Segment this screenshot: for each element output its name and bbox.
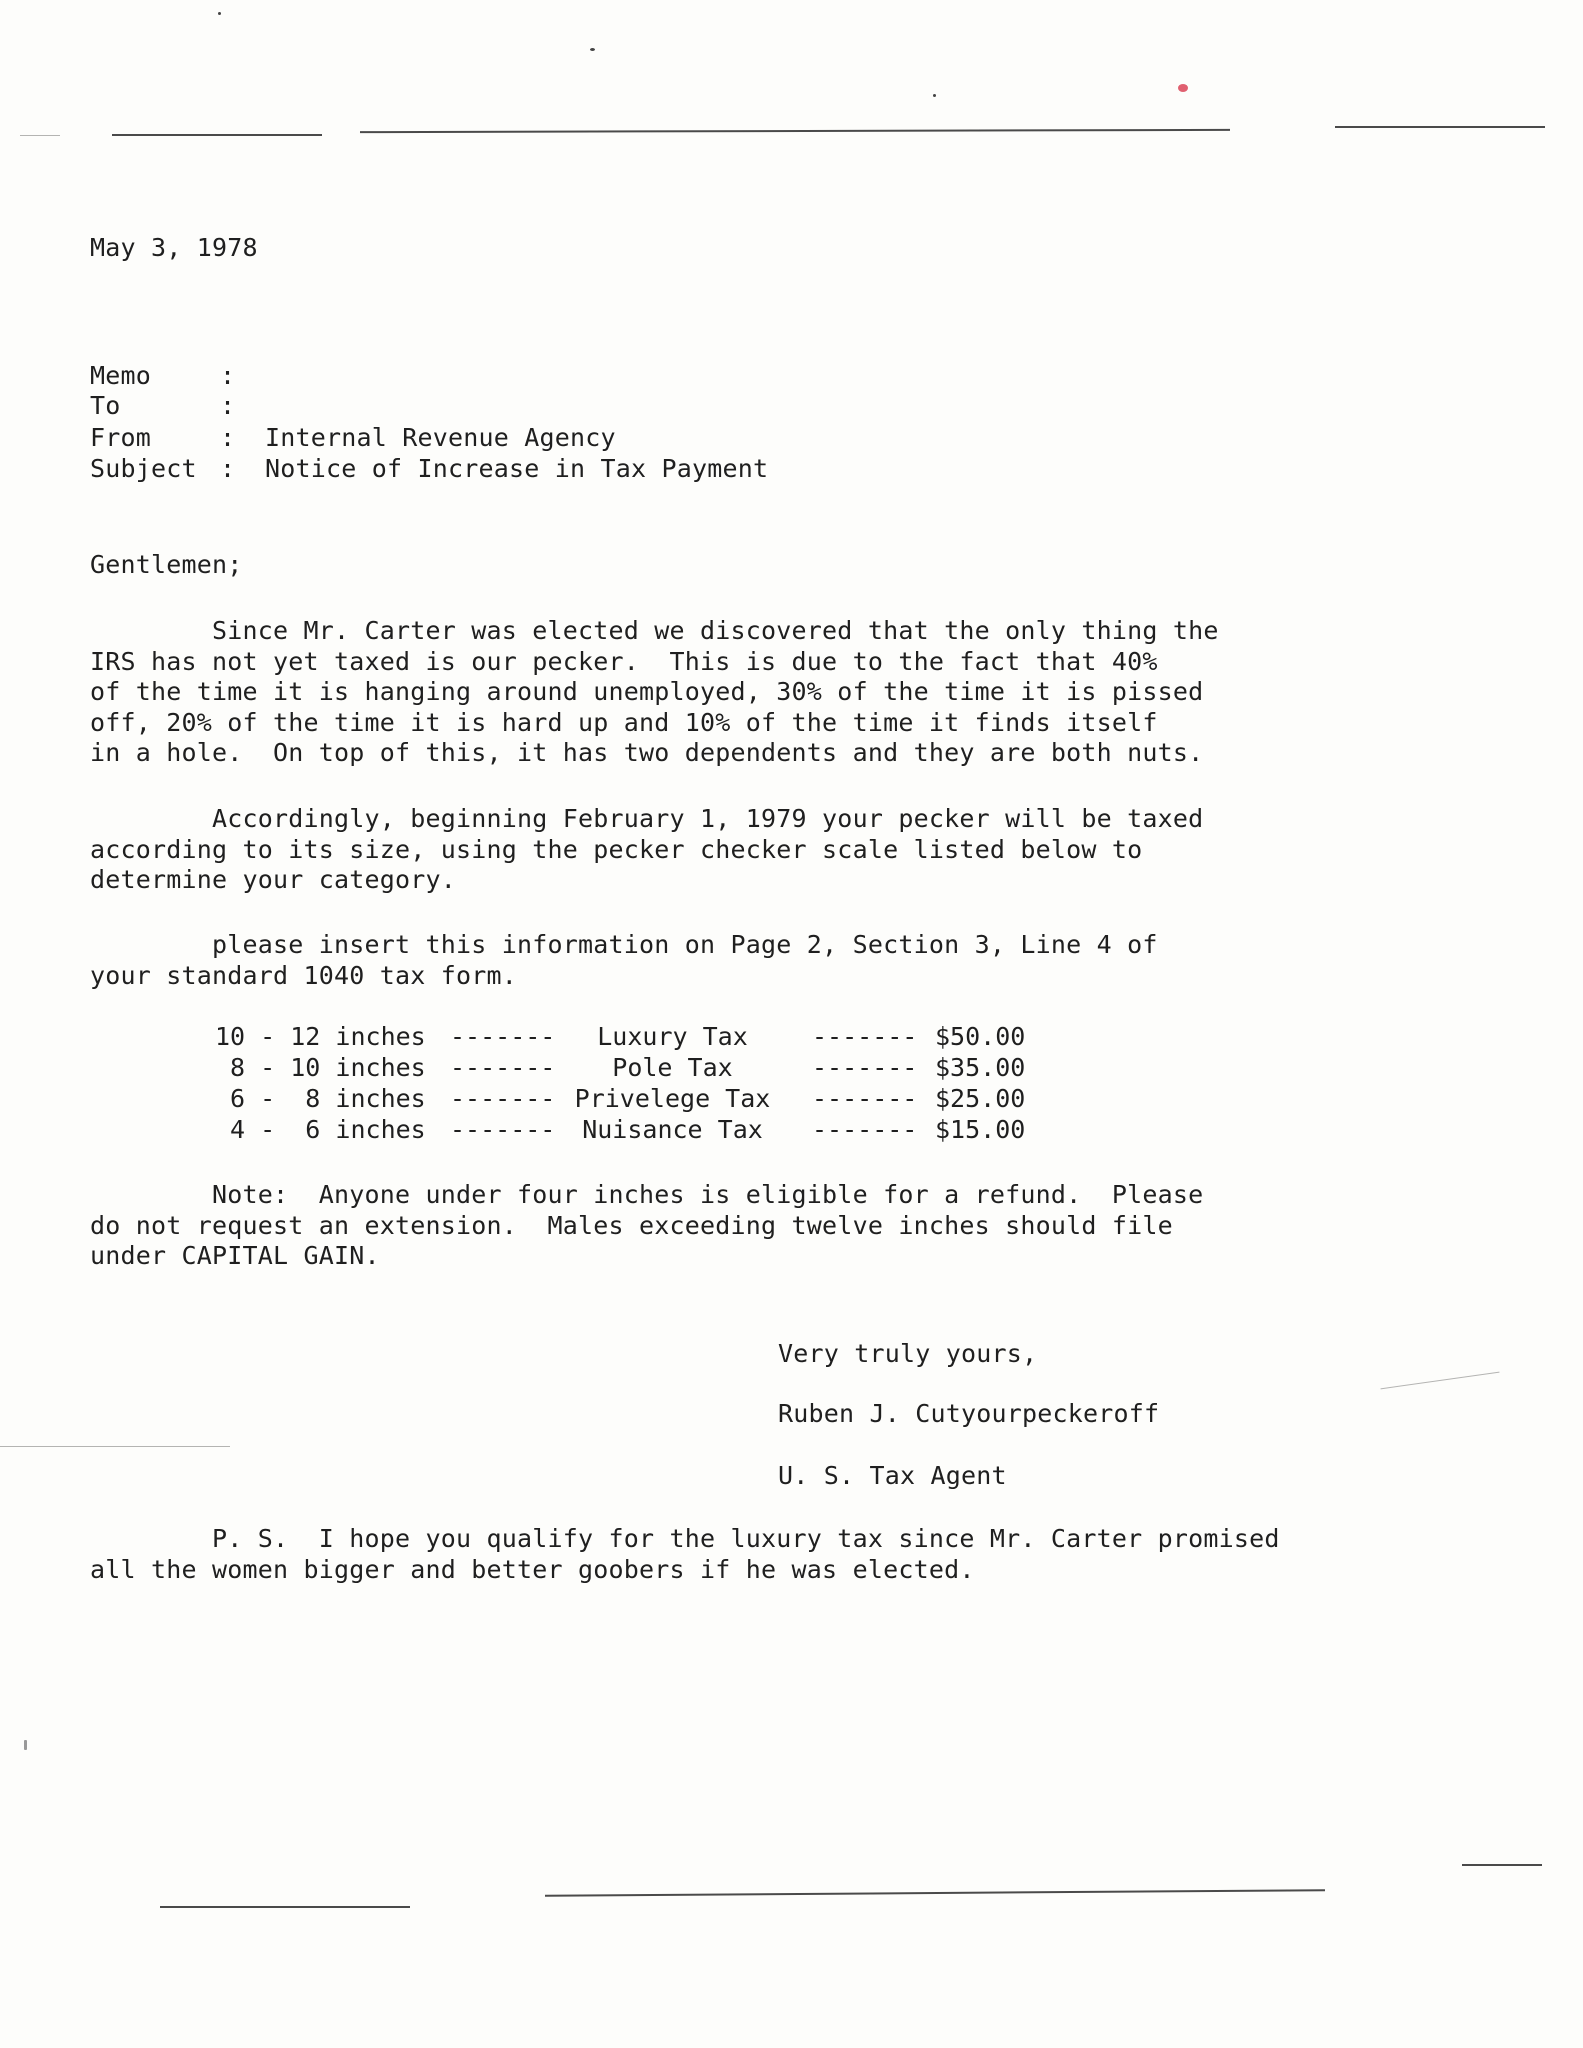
top-rule-3 bbox=[1335, 126, 1545, 128]
size-range: 6 - 8 inches bbox=[215, 1084, 426, 1113]
leader-dashes: ------- bbox=[450, 1115, 556, 1144]
tax-amount: $35.00 bbox=[935, 1053, 1026, 1082]
scan-speck bbox=[24, 1740, 27, 1750]
body-paragraph-3: please insert this information on Page 2, Section 3, Line 4 of your standard 1040 tax form. bbox=[90, 930, 1158, 990]
mid-rule-right bbox=[1381, 1372, 1500, 1390]
scan-speck bbox=[218, 12, 221, 15]
from-colon: : bbox=[220, 423, 236, 452]
scan-speck bbox=[590, 48, 595, 51]
leader-dashes: ------- bbox=[812, 1084, 918, 1113]
leader-dashes: ------- bbox=[812, 1115, 918, 1144]
note-paragraph: Note: Anyone under four inches is eligible for a refund. Please do not request an extension. Males exceeding twelve inches should file under CAPITAL GAIN. bbox=[90, 1180, 1204, 1270]
red-mark bbox=[1178, 84, 1188, 92]
to-label: To bbox=[90, 391, 121, 420]
memo-date: May 3, 1978 bbox=[90, 233, 258, 262]
leader-dashes: ------- bbox=[812, 1022, 918, 1051]
closing: Very truly yours, bbox=[778, 1339, 1038, 1368]
top-rule-left bbox=[20, 135, 60, 136]
subject-value: Notice of Increase in Tax Payment bbox=[265, 454, 769, 483]
size-range: 4 - 6 inches bbox=[215, 1115, 426, 1144]
size-range: 10 - 12 inches bbox=[215, 1022, 426, 1051]
bottom-rule-3 bbox=[1462, 1864, 1542, 1866]
from-label: From bbox=[90, 423, 152, 452]
size-range: 8 - 10 inches bbox=[215, 1053, 426, 1082]
from-value: Internal Revenue Agency bbox=[265, 423, 616, 452]
scan-speck bbox=[933, 94, 936, 97]
tax-amount: $25.00 bbox=[935, 1084, 1026, 1113]
postscript: P. S. I hope you qualify for the luxury tax since Mr. Carter promised all the women bigger and better goobers if he was elected. bbox=[90, 1524, 1280, 1584]
signature-title: U. S. Tax Agent bbox=[778, 1461, 1007, 1490]
leader-dashes: ------- bbox=[450, 1053, 556, 1082]
leader-dashes: ------- bbox=[450, 1022, 556, 1051]
salutation: Gentlemen; bbox=[90, 550, 243, 579]
subject-colon: : bbox=[220, 454, 236, 483]
bottom-rule-1 bbox=[160, 1906, 410, 1908]
subject-label: Subject bbox=[90, 454, 197, 483]
to-colon: : bbox=[220, 391, 236, 420]
tax-name: Nuisance Tax bbox=[582, 1115, 763, 1144]
tax-amount: $50.00 bbox=[935, 1022, 1026, 1051]
leader-dashes: ------- bbox=[812, 1053, 918, 1082]
memo-colon: : bbox=[220, 361, 236, 390]
body-paragraph-1: Since Mr. Carter was elected we discovered that the only thing the IRS has not yet taxed is our pecker. This is due to the fact that 40% of the time it is hanging around unemployed, 30% of the time it is pissed off, 20% of the time it is hard up and 10% of the time it finds itself in a hole. On top of this, it has two dependents and they are both nuts. bbox=[90, 616, 1219, 767]
leader-dashes: ------- bbox=[450, 1084, 556, 1113]
memo-label: Memo bbox=[90, 361, 152, 390]
tax-name: Pole Tax bbox=[612, 1053, 733, 1082]
top-rule-1 bbox=[112, 134, 322, 136]
tax-name: Luxury Tax bbox=[597, 1022, 748, 1051]
mid-rule-left bbox=[0, 1446, 230, 1447]
top-rule-2 bbox=[360, 129, 1230, 133]
bottom-rule-2 bbox=[545, 1889, 1325, 1896]
tax-amount: $15.00 bbox=[935, 1115, 1026, 1144]
tax-name: Privelege Tax bbox=[574, 1084, 771, 1113]
signature-name: Ruben J. Cutyourpeckeroff bbox=[778, 1399, 1160, 1428]
body-paragraph-2: Accordingly, beginning February 1, 1979 your pecker will be taxed according to its size, using the pecker checker scale listed below to determine your category. bbox=[90, 804, 1204, 894]
